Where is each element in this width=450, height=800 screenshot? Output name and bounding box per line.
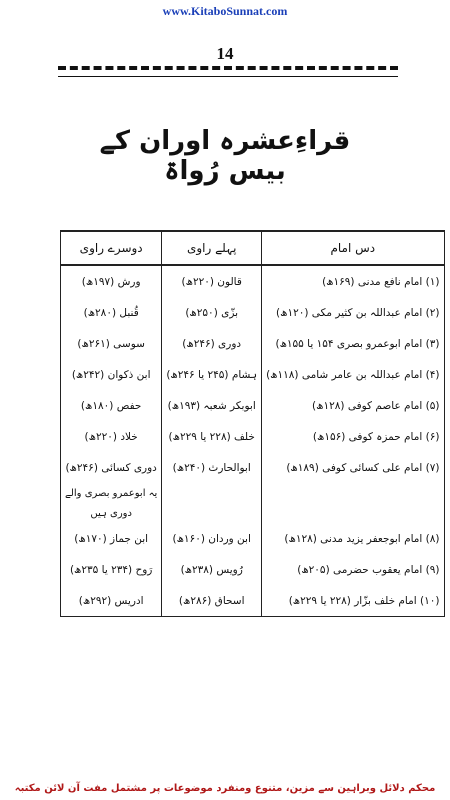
table-row (61, 554, 445, 585)
header-first-narrator: پہلے راوی (162, 231, 262, 265)
imam-cell: (۱۰) امام خلف بزّار (۲۲۸ یا ۲۲۹ھ) (262, 585, 444, 617)
table-row (61, 585, 445, 617)
imam-cell: (۹) امام یعقوب حضرمی (۲۰۵ھ) (262, 554, 444, 585)
table-row (61, 390, 445, 421)
second-narrator-cell: ابن جماز (۱۷۰ھ) (61, 523, 162, 554)
site-url[interactable]: www.KitaboSunnat.com (162, 4, 288, 18)
narrators-table (60, 230, 445, 617)
page-title: قراءِعشرہ اوران کے بیس رُواۃ (99, 126, 351, 186)
second-narrator-cell: ابن ذکوان (۲۴۲ھ) (61, 359, 162, 390)
table-header-row (61, 231, 445, 265)
table-row (61, 297, 445, 328)
imam-cell: (۲) امام عبداللہ بن کثیر مکی (۱۲۰ھ) (262, 297, 444, 328)
first-narrator-cell: رُویس (۲۳۸ھ) (162, 554, 262, 585)
second-narrator-cell: قُنبل (۲۸۰ھ) (61, 297, 162, 328)
table-row (61, 359, 445, 390)
imam-cell: (۶) امام حمزہ کوفی (۱۵۶ھ) (262, 421, 444, 452)
second-narrator-cell: دوری کسائی (۲۴۶ھ) (61, 452, 162, 483)
first-narrator-cell: ہشام (۲۴۵ یا ۲۴۶ھ) (162, 359, 262, 390)
imam-cell: (۴) امام عبداللہ بن عامر شامی (۱۱۸ھ) (262, 359, 444, 390)
page-number: 14 (216, 44, 234, 63)
table-note-row (61, 483, 445, 503)
imam-cell: (۱) امام نافع مدنی (۱۶۹ھ) (262, 265, 444, 297)
imam-cell: (۷) امام علی کسائی کوفی (۱۸۹ھ) (262, 452, 444, 483)
first-narrator-cell: ابن وردان (۱۶۰ھ) (162, 523, 262, 554)
imam-cell: (۸) امام ابوجعفر یزید مدنی (۱۲۸ھ) (262, 523, 444, 554)
first-narrator-cell: ابوالحارث (۲۴۰ھ) (162, 452, 262, 483)
footer-tagline: محکم دلائل وبراہین سے مزین، متنوع ومنفرد موضوعات پر مشتمل مفت آن لائن مکتبہ (14, 783, 436, 794)
first-narrator-cell: دوری (۲۴۶ھ) (162, 328, 262, 359)
note-line: یہ ابوعمرو بصری والے (61, 483, 162, 503)
table-row (61, 328, 445, 359)
first-narrator-cell: قالون (۲۲۰ھ) (162, 265, 262, 297)
second-narrator-cell: خلاد (۲۲۰ھ) (61, 421, 162, 452)
second-narrator-cell: ورش (۱۹۷ھ) (61, 265, 162, 297)
first-narrator-cell: ابوبکر شعبہ (۱۹۳ھ) (162, 390, 262, 421)
second-narrator-cell: حفص (۱۸۰ھ) (61, 390, 162, 421)
table-row (61, 421, 445, 452)
table-note-row (61, 503, 445, 523)
first-narrator-cell: خلف (۲۲۸ یا ۲۲۹ھ) (162, 421, 262, 452)
second-narrator-cell: ادریس (۲۹۲ھ) (61, 585, 162, 617)
table-row (61, 452, 445, 483)
second-narrator-cell: رَوح (۲۳۴ یا ۲۳۵ھ) (61, 554, 162, 585)
header-imams: دس امام (262, 231, 444, 265)
first-narrator-cell: اسحاق (۲۸۶ھ) (162, 585, 262, 617)
table-row (61, 523, 445, 554)
header-rule-dashed (58, 66, 398, 70)
table-row (61, 265, 445, 297)
header-second-narrator: دوسرے راوی (61, 231, 162, 265)
imam-cell: (۳) امام ابوعمرو بصری ۱۵۴ یا ۱۵۵ھ) (262, 328, 444, 359)
first-narrator-cell: بزّی (۲۵۰ھ) (162, 297, 262, 328)
second-narrator-cell: سوسی (۲۶۱ھ) (61, 328, 162, 359)
imam-cell: (۵) امام عاصم کوفی (۱۲۸ھ) (262, 390, 444, 421)
note-line: دوری ہیں (61, 503, 162, 523)
header-rule-thin (58, 76, 398, 77)
